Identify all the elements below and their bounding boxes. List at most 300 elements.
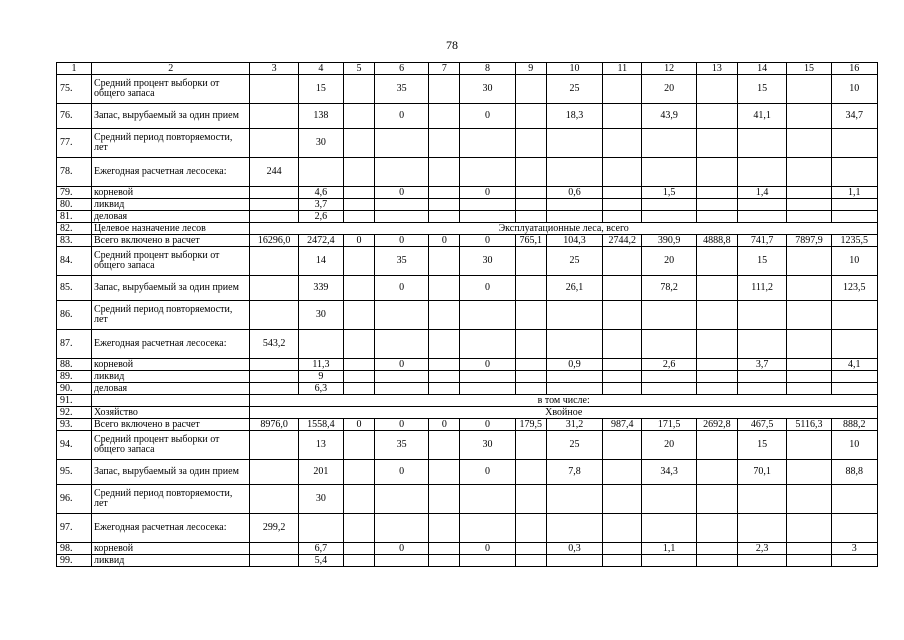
indicator-label-cell: Средний период повторяемости, лет [91, 129, 249, 158]
value-cell [344, 359, 375, 371]
value-cell [344, 301, 375, 330]
value-cell: 0 [460, 235, 516, 247]
indicator-label-cell: Запас, вырубаемый за один прием [91, 276, 249, 301]
value-cell [642, 199, 697, 211]
table-row [57, 158, 878, 187]
value-cell [546, 158, 603, 187]
value-cell [603, 555, 642, 567]
value-cell [696, 514, 737, 543]
value-cell [787, 104, 831, 129]
value-cell [696, 75, 737, 104]
value-cell [374, 485, 429, 514]
value-cell [787, 199, 831, 211]
value-cell [460, 485, 516, 514]
value-cell [696, 104, 737, 129]
row-number-cell: 99. [57, 555, 92, 567]
row-number-cell: 77. [57, 129, 92, 158]
value-cell [546, 371, 603, 383]
value-cell [429, 485, 460, 514]
value-cell [429, 383, 460, 395]
value-cell: 3 [831, 543, 877, 555]
value-cell [642, 371, 697, 383]
value-cell: 15 [298, 75, 343, 104]
value-cell [250, 485, 298, 514]
value-cell: 34,3 [642, 460, 697, 485]
value-cell [460, 383, 516, 395]
value-cell [515, 514, 546, 543]
value-cell: 25 [546, 431, 603, 460]
value-cell [460, 211, 516, 223]
value-cell [250, 371, 298, 383]
value-cell [546, 514, 603, 543]
value-cell [831, 485, 877, 514]
indicator-label-cell: Целевое назначение лесов [91, 223, 249, 235]
value-cell [515, 158, 546, 187]
value-cell [696, 276, 737, 301]
value-cell [374, 330, 429, 359]
value-cell [429, 129, 460, 158]
value-cell: 13 [298, 431, 343, 460]
indicator-label-cell: Средний период повторяемости, лет [91, 301, 249, 330]
value-cell [642, 301, 697, 330]
value-cell: 88,8 [831, 460, 877, 485]
value-cell [737, 158, 786, 187]
header-cell: 1 [57, 63, 92, 75]
forest-data-table [56, 62, 878, 567]
value-cell: 0 [460, 187, 516, 199]
value-cell: 543,2 [250, 330, 298, 359]
header-cell: 5 [344, 63, 375, 75]
indicator-label-cell [91, 395, 249, 407]
value-cell: 30 [460, 75, 516, 104]
value-cell [603, 211, 642, 223]
value-cell: 0 [374, 235, 429, 247]
table-row [57, 223, 878, 235]
value-cell [737, 330, 786, 359]
value-cell [831, 371, 877, 383]
value-cell: 123,5 [831, 276, 877, 301]
indicator-label-cell: Ежегодная расчетная лесосека: [91, 514, 249, 543]
value-cell [344, 104, 375, 129]
indicator-label-cell: Средний процент выборки от общего запаса [91, 247, 249, 276]
table-row [57, 485, 878, 514]
value-cell [515, 485, 546, 514]
value-cell [344, 199, 375, 211]
value-cell: 0,6 [546, 187, 603, 199]
value-cell [696, 371, 737, 383]
value-cell [250, 543, 298, 555]
value-cell: 15 [737, 247, 786, 276]
value-cell: 10 [831, 247, 877, 276]
value-cell [374, 383, 429, 395]
value-cell [831, 129, 877, 158]
indicator-label-cell: деловая [91, 383, 249, 395]
value-cell [429, 247, 460, 276]
value-cell [429, 187, 460, 199]
value-cell: 0 [344, 235, 375, 247]
indicator-label-cell: ликвид [91, 555, 249, 567]
value-cell [546, 199, 603, 211]
value-cell [515, 543, 546, 555]
value-cell [429, 359, 460, 371]
indicator-label-cell: Всего включено в расчет [91, 419, 249, 431]
value-cell [429, 460, 460, 485]
value-cell [787, 460, 831, 485]
value-cell [696, 460, 737, 485]
value-cell [374, 371, 429, 383]
value-cell: 20 [642, 247, 697, 276]
value-cell [460, 301, 516, 330]
value-cell [787, 158, 831, 187]
value-cell [460, 158, 516, 187]
value-cell [429, 276, 460, 301]
value-cell [831, 383, 877, 395]
value-cell [374, 129, 429, 158]
value-cell [250, 75, 298, 104]
value-cell: 35 [374, 75, 429, 104]
value-cell [515, 199, 546, 211]
value-cell: 2472,4 [298, 235, 343, 247]
value-cell [603, 104, 642, 129]
value-cell [374, 158, 429, 187]
value-cell [429, 301, 460, 330]
row-number-cell: 86. [57, 301, 92, 330]
value-cell [515, 129, 546, 158]
value-cell [787, 211, 831, 223]
table-row [57, 276, 878, 301]
value-cell: 0 [429, 419, 460, 431]
value-cell [603, 514, 642, 543]
value-cell: 25 [546, 247, 603, 276]
value-cell: 10 [831, 75, 877, 104]
table-row [57, 301, 878, 330]
value-cell [460, 199, 516, 211]
value-cell: 70,1 [737, 460, 786, 485]
header-cell: 9 [515, 63, 546, 75]
header-cell: 15 [787, 63, 831, 75]
table-row [57, 371, 878, 383]
value-cell [344, 75, 375, 104]
value-cell: 0 [460, 359, 516, 371]
value-cell [344, 187, 375, 199]
value-cell [429, 514, 460, 543]
value-cell: 1,1 [642, 543, 697, 555]
header-cell: 2 [91, 63, 249, 75]
value-cell: 15 [737, 431, 786, 460]
value-cell: 111,2 [737, 276, 786, 301]
value-cell [460, 371, 516, 383]
row-number-cell: 97. [57, 514, 92, 543]
value-cell [344, 543, 375, 555]
value-cell [546, 129, 603, 158]
value-cell [344, 555, 375, 567]
table-row [57, 104, 878, 129]
row-number-cell: 78. [57, 158, 92, 187]
value-cell [298, 158, 343, 187]
indicator-label-cell: корневой [91, 359, 249, 371]
value-cell: 16296,0 [250, 235, 298, 247]
value-cell [642, 485, 697, 514]
value-cell [250, 247, 298, 276]
value-cell [737, 211, 786, 223]
value-cell [344, 158, 375, 187]
value-cell [696, 211, 737, 223]
header-cell: 8 [460, 63, 516, 75]
value-cell [374, 199, 429, 211]
value-cell: 0 [374, 104, 429, 129]
value-cell [696, 129, 737, 158]
value-cell [831, 158, 877, 187]
value-cell: 2,3 [737, 543, 786, 555]
value-cell: 0 [374, 419, 429, 431]
value-cell: 467,5 [737, 419, 786, 431]
row-number-cell: 96. [57, 485, 92, 514]
value-cell [696, 431, 737, 460]
value-cell [603, 460, 642, 485]
value-cell [831, 301, 877, 330]
section-heading-cell: Эксплуатационные леса, всего [250, 223, 878, 235]
value-cell: 7897,9 [787, 235, 831, 247]
value-cell [787, 75, 831, 104]
value-cell [642, 158, 697, 187]
value-cell [250, 555, 298, 567]
indicator-label-cell: Всего включено в расчет [91, 235, 249, 247]
value-cell [603, 431, 642, 460]
value-cell [787, 514, 831, 543]
value-cell [429, 199, 460, 211]
value-cell: 10 [831, 431, 877, 460]
value-cell [737, 514, 786, 543]
value-cell [696, 383, 737, 395]
page-number: 78 [446, 38, 458, 52]
row-number-cell: 79. [57, 187, 92, 199]
value-cell: 765,1 [515, 235, 546, 247]
header-cell: 10 [546, 63, 603, 75]
value-cell [515, 276, 546, 301]
value-cell [737, 199, 786, 211]
table-row [57, 431, 878, 460]
table-row [57, 129, 878, 158]
value-cell [696, 543, 737, 555]
value-cell [603, 75, 642, 104]
value-cell [374, 514, 429, 543]
value-cell: 2,6 [298, 211, 343, 223]
value-cell [603, 301, 642, 330]
value-cell [250, 359, 298, 371]
row-number-cell: 91. [57, 395, 92, 407]
value-cell: 20 [642, 431, 697, 460]
value-cell: 1,1 [831, 187, 877, 199]
value-cell [696, 187, 737, 199]
value-cell [546, 383, 603, 395]
table-row [57, 199, 878, 211]
value-cell [787, 187, 831, 199]
value-cell: 35 [374, 431, 429, 460]
value-cell [344, 371, 375, 383]
value-cell [460, 330, 516, 359]
value-cell [603, 187, 642, 199]
value-cell [603, 371, 642, 383]
row-number-cell: 93. [57, 419, 92, 431]
value-cell: 34,7 [831, 104, 877, 129]
value-cell: 339 [298, 276, 343, 301]
value-cell: 8976,0 [250, 419, 298, 431]
table-row [57, 555, 878, 567]
indicator-label-cell: ликвид [91, 371, 249, 383]
value-cell [460, 129, 516, 158]
value-cell [831, 211, 877, 223]
row-number-cell: 88. [57, 359, 92, 371]
row-number-cell: 83. [57, 235, 92, 247]
value-cell: 35 [374, 247, 429, 276]
table-row [57, 543, 878, 555]
value-cell [603, 383, 642, 395]
value-cell: 0 [460, 276, 516, 301]
value-cell [642, 514, 697, 543]
value-cell: 2692,8 [696, 419, 737, 431]
value-cell [298, 330, 343, 359]
value-cell: 104,3 [546, 235, 603, 247]
value-cell: 0 [344, 419, 375, 431]
value-cell [546, 211, 603, 223]
value-cell: 171,5 [642, 419, 697, 431]
row-number-cell: 85. [57, 276, 92, 301]
value-cell [515, 247, 546, 276]
value-cell [250, 301, 298, 330]
row-number-cell: 80. [57, 199, 92, 211]
value-cell [546, 330, 603, 359]
value-cell: 6,7 [298, 543, 343, 555]
indicator-label-cell: ликвид [91, 199, 249, 211]
header-cell: 11 [603, 63, 642, 75]
value-cell [515, 431, 546, 460]
value-cell: 15 [737, 75, 786, 104]
value-cell [831, 199, 877, 211]
value-cell: 14 [298, 247, 343, 276]
value-cell [737, 555, 786, 567]
indicator-label-cell: Средний процент выборки от общего запаса [91, 431, 249, 460]
value-cell [603, 199, 642, 211]
value-cell: 0,3 [546, 543, 603, 555]
value-cell [429, 104, 460, 129]
value-cell: 31,2 [546, 419, 603, 431]
value-cell [603, 129, 642, 158]
value-cell [344, 383, 375, 395]
table-row [57, 383, 878, 395]
value-cell [429, 431, 460, 460]
value-cell [603, 359, 642, 371]
value-cell [603, 485, 642, 514]
value-cell [344, 276, 375, 301]
value-cell: 4888,8 [696, 235, 737, 247]
value-cell [831, 555, 877, 567]
value-cell [250, 187, 298, 199]
value-cell: 0 [429, 235, 460, 247]
value-cell: 7,8 [546, 460, 603, 485]
indicator-label-cell: Ежегодная расчетная лесосека: [91, 330, 249, 359]
value-cell [460, 514, 516, 543]
table-row [57, 395, 878, 407]
value-cell [515, 75, 546, 104]
value-cell [250, 129, 298, 158]
value-cell: 888,2 [831, 419, 877, 431]
value-cell: 201 [298, 460, 343, 485]
value-cell: 5116,3 [787, 419, 831, 431]
value-cell [250, 383, 298, 395]
value-cell [787, 383, 831, 395]
value-cell: 30 [460, 247, 516, 276]
value-cell [250, 276, 298, 301]
value-cell [429, 158, 460, 187]
table-row [57, 330, 878, 359]
value-cell: 138 [298, 104, 343, 129]
value-cell: 30 [298, 301, 343, 330]
row-number-cell: 95. [57, 460, 92, 485]
table-row [57, 419, 878, 431]
value-cell [515, 187, 546, 199]
value-cell: 0 [374, 187, 429, 199]
value-cell: 30 [460, 431, 516, 460]
row-number-cell: 98. [57, 543, 92, 555]
value-cell: 25 [546, 75, 603, 104]
table-row [57, 247, 878, 276]
value-cell: 741,7 [737, 235, 786, 247]
value-cell [429, 371, 460, 383]
row-number-cell: 75. [57, 75, 92, 104]
value-cell: 987,4 [603, 419, 642, 431]
value-cell [642, 330, 697, 359]
value-cell: 0 [374, 543, 429, 555]
value-cell [546, 555, 603, 567]
value-cell [515, 555, 546, 567]
value-cell: 0 [460, 460, 516, 485]
value-cell: 41,1 [737, 104, 786, 129]
value-cell [344, 330, 375, 359]
value-cell [696, 330, 737, 359]
value-cell [787, 129, 831, 158]
value-cell [429, 330, 460, 359]
value-cell [344, 460, 375, 485]
value-cell [344, 485, 375, 514]
table-row [57, 211, 878, 223]
value-cell: 0 [374, 276, 429, 301]
value-cell [642, 211, 697, 223]
row-number-cell: 76. [57, 104, 92, 129]
value-cell [603, 158, 642, 187]
value-cell: 1235,5 [831, 235, 877, 247]
header-cell: 3 [250, 63, 298, 75]
value-cell [737, 301, 786, 330]
indicator-label-cell: Ежегодная расчетная лесосека: [91, 158, 249, 187]
value-cell [787, 359, 831, 371]
value-cell: 30 [298, 485, 343, 514]
value-cell: 0 [460, 543, 516, 555]
value-cell [787, 276, 831, 301]
header-cell: 13 [696, 63, 737, 75]
value-cell: 11,3 [298, 359, 343, 371]
header-cell: 7 [429, 63, 460, 75]
value-cell [603, 330, 642, 359]
indicator-label-cell: Средний процент выборки от общего запаса [91, 75, 249, 104]
value-cell [696, 359, 737, 371]
value-cell [642, 129, 697, 158]
value-cell [787, 330, 831, 359]
value-cell [344, 129, 375, 158]
indicator-label-cell: Средний период повторяемости, лет [91, 485, 249, 514]
value-cell [603, 276, 642, 301]
value-cell [374, 211, 429, 223]
value-cell: 0 [374, 460, 429, 485]
